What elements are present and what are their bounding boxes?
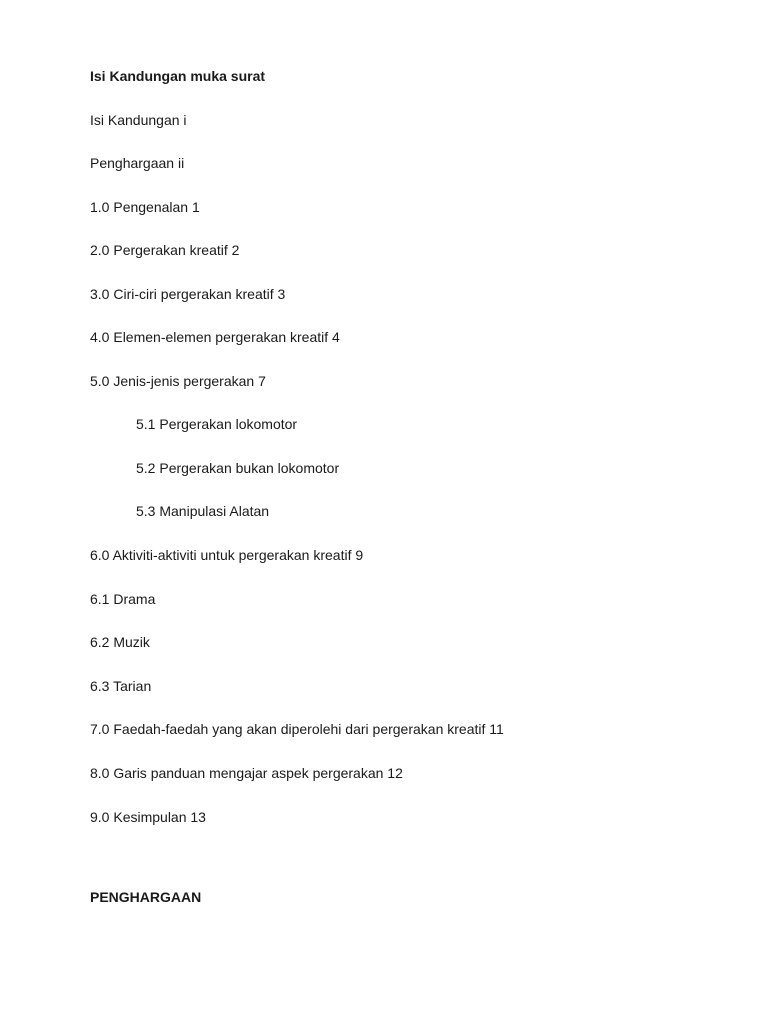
toc-entry: 5.0 Jenis-jenis pergerakan 7 [90, 373, 266, 389]
toc-entry: 6.3 Tarian [90, 678, 152, 694]
toc-entry: 2.0 Pergerakan kreatif 2 [90, 242, 240, 258]
toc-entry: 6.2 Muzik [90, 634, 150, 650]
toc-entry: 1.0 Pengenalan 1 [90, 199, 200, 215]
toc-heading: Isi Kandungan muka surat [90, 68, 266, 84]
toc-entry: 3.0 Ciri-ciri pergerakan kreatif 3 [90, 286, 286, 302]
toc-entry: Penghargaan ii [90, 155, 185, 171]
toc-entry: Isi Kandungan i [90, 112, 187, 128]
toc-subentry: 5.1 Pergerakan lokomotor [136, 416, 298, 432]
toc-entry: 8.0 Garis panduan mengajar aspek pergerakan 12 [90, 765, 403, 781]
section-heading: PENGHARGAAN [90, 889, 202, 905]
toc-subentry: 5.3 Manipulasi Alatan [136, 503, 270, 519]
toc-subentry: 5.2 Pergerakan bukan lokomotor [136, 460, 340, 476]
toc-entry: 7.0 Faedah-faedah yang akan diperolehi dari pergerakan kreatif 11 [90, 721, 504, 737]
toc-entry: 6.0 Aktiviti-aktiviti untuk pergerakan kreatif 9 [90, 547, 364, 563]
toc-entry: 9.0 Kesimpulan 13 [90, 809, 206, 825]
toc-entry: 4.0 Elemen-elemen pergerakan kreatif 4 [90, 329, 340, 345]
toc-entry: 6.1 Drama [90, 591, 156, 607]
